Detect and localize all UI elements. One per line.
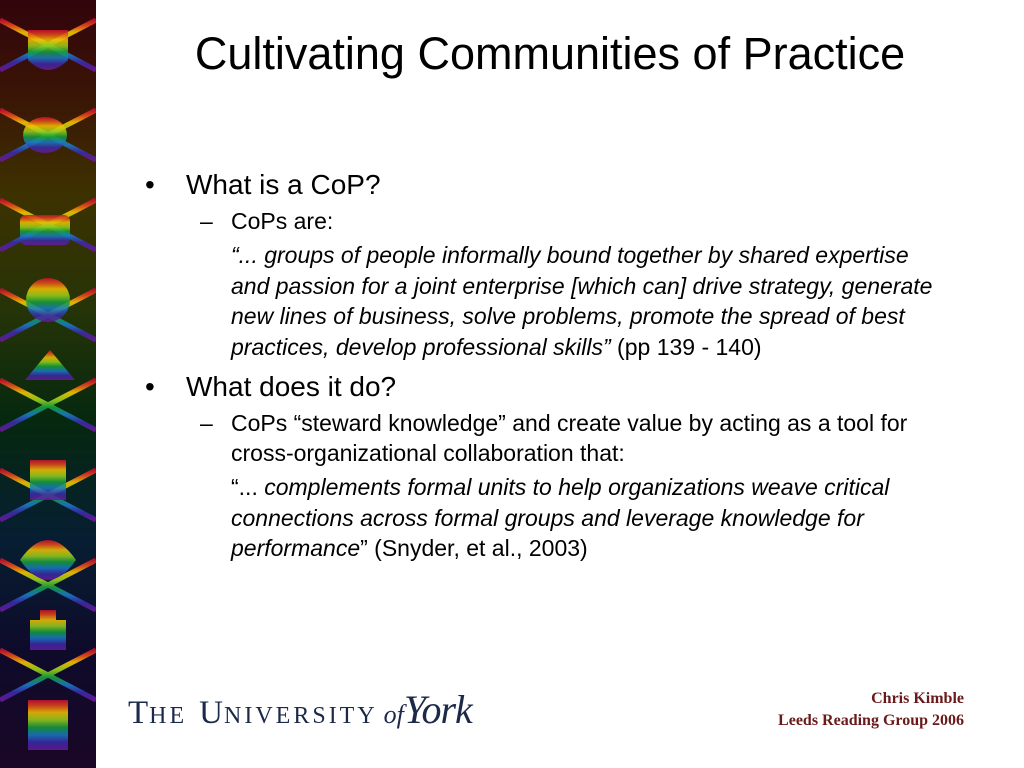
logo-university-rest: NIVERSITY (224, 703, 378, 729)
quote-citation: (pp 139 - 140) (610, 333, 762, 360)
logo-the-rest: HE (149, 703, 188, 729)
sub-bullet-text: CoPs are: (231, 208, 334, 234)
bullet-mark: • (145, 169, 155, 200)
quote-open: “... (231, 474, 265, 500)
bullet-mark: • (145, 371, 155, 402)
sub-bullet-text: CoPs “steward knowledge” and create value by acting as a tool for cross-organizational collaboration that: (231, 410, 908, 466)
university-of-york-logo (128, 686, 548, 746)
quote-italic-text: complements formal units to help organizations weave critical connections across formal groups and leverage knowledge for performance (231, 474, 890, 561)
logo-university-initial: U (199, 695, 225, 731)
decorative-side-banner (0, 0, 96, 768)
quote-italic-text: “... groups of people informally bound together by shared expertise and passion for a joint enterprise [which can] drive strategy, generate new lines of business, solve problems, promote the spread of best practices, develop professional skills” (231, 242, 933, 360)
logo-of: of (383, 700, 404, 729)
author-group: Leeds Reading Group 2006 (778, 712, 964, 729)
quote-complements (145, 472, 951, 564)
bullet-what-does-it-do (145, 370, 965, 404)
logo-york: York (403, 687, 472, 732)
rainbow-banner-art (0, 0, 96, 768)
slide-title: Cultivating Communities of Practice (194, 28, 906, 79)
sub-bullet-cops-are (145, 206, 965, 236)
logo-the-initial: T (128, 695, 150, 731)
bullet-text: What does it do? (186, 371, 397, 402)
bullet-what-is-cop (145, 168, 965, 202)
sub-bullet-mark: – (200, 208, 213, 234)
sub-bullet-steward-knowledge (145, 408, 965, 468)
quote-definition (145, 240, 951, 362)
slide-content (145, 168, 965, 572)
author-credit (778, 688, 964, 732)
bullet-text: What is a CoP? (186, 169, 381, 200)
sub-bullet-mark: – (200, 410, 213, 436)
quote-citation: ” (Snyder, et al., 2003) (360, 535, 588, 561)
author-name: Chris Kimble (871, 690, 964, 707)
